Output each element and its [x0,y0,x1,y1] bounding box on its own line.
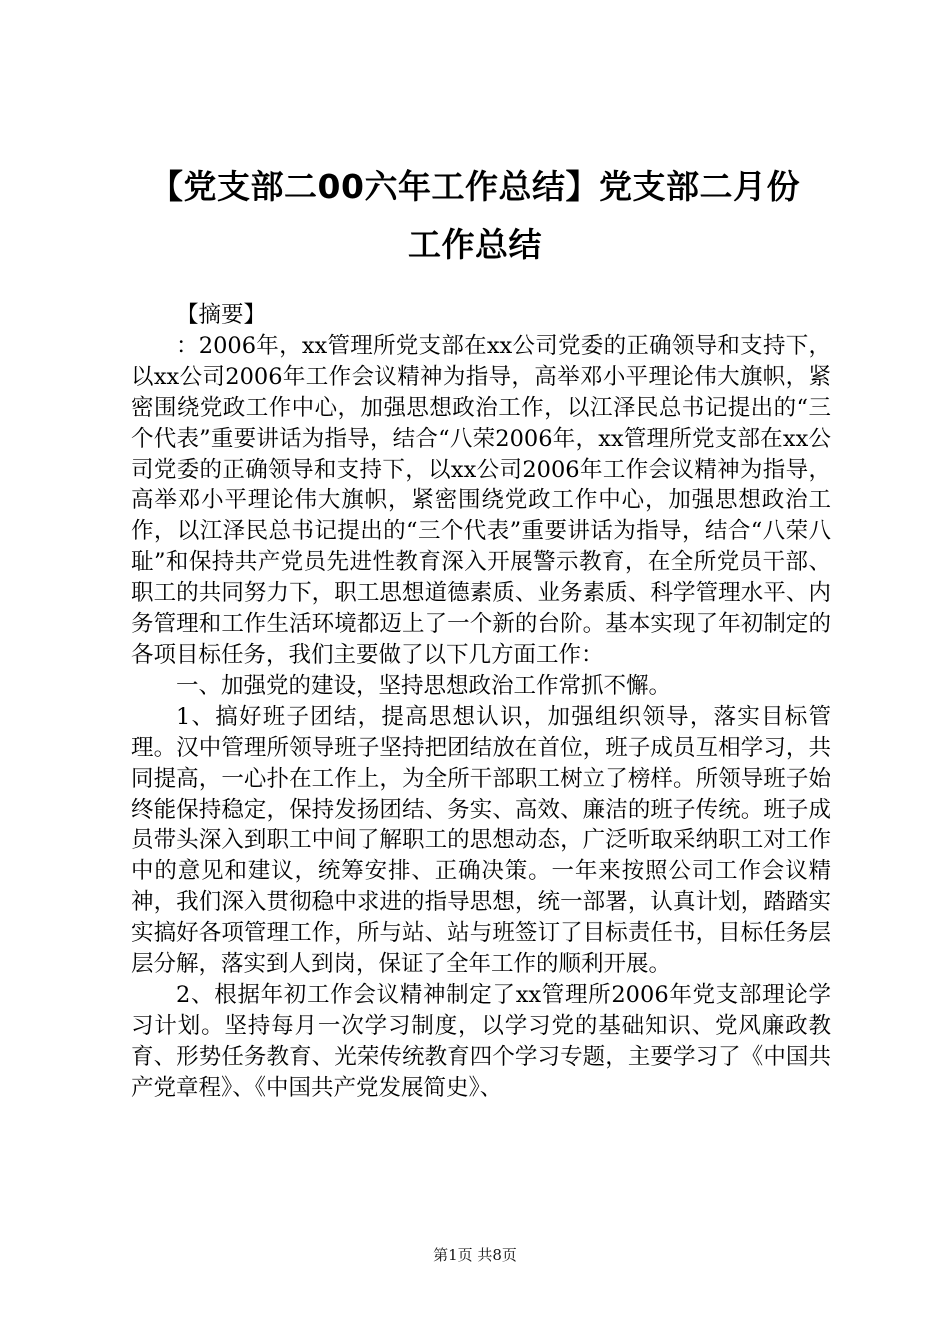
paragraph-item-1: 1、搞好班子团结，提高思想认识，加强组织领导，落实目标管理。汉中管理所领导班子坚持把团结放在首位，班子成员互相学习，共同提高，一心扑在工作上，为全所干部职工树立了榜样。所领导班子始终能保持稳定，保持发扬团结、务实、高效、廉洁的班子传统。班子成员带头深入到职工中间了解职工的思想动态，广泛听取采纳职工对工作中的意见和建议，统筹安排、正确决策。一年来按照公司工作会议精神，我们深入贯彻稳中求进的指导思想，统一部署，认真计划，踏踏实实搞好各项管理工作，所与站、站与班签订了目标责任书，目标任务层层分解，落实到人到岗，保证了全年工作的顺利开展。 [131,703,831,978]
paragraph-heading-1: 一、加强党的建设，坚持思想政治工作常抓不懈。 [176,672,672,699]
document-body [131,300,831,1104]
title-line-2: 工作总结 [408,225,542,264]
abstract-label: 【摘要】 [176,302,267,328]
document-title [100,158,850,274]
paragraph-item-2: 2、根据年初工作会议精神制定了xx管理所2006年党支部理论学习计划。坚持每月一次学习制度，以学习党的基础知识、党风廉政教育、形势任务教育、光荣传统教育四个学习专题，主要学习了《中国共产党章程》、《中国共产党发展简史》、 [131,981,831,1101]
page-number: 第1页 共8页 [433,1246,517,1264]
title-line-1: 【党支部二00六年工作总结】党支部二月份 [150,167,800,206]
paragraph-summary: ：2006年，xx管理所党支部在xx公司党委的正确领导和支持下，以xx公司2006年工作会议精神为指导，高举邓小平理论伟大旗帜，紧密围绕党政工作中心，加强思想政治工作，以江泽民总书记提出的“三个代表”重要讲话为指导，结合“八荣2006年，xx管理所党支部在xx公司党委的正确领导和支持下，以xx公司2006年工作会议精神为指导，高举邓小平理论伟大旗帜，紧密围绕党政工作中心，加强思想政治工作，以江泽民总书记提出的“三个代表”重要讲话为指导，结合“八荣八耻”和保持共产党员先进性教育深入开展警示教育，在全所党员干部、职工的共同努力下，职工思想道德素质、业务素质、科学管理水平、内务管理和工作生活环境都迈上了一个新的台阶。基本实现了年初制定的各项目标任务，我们主要做了以下几方面工作： [131,332,831,668]
